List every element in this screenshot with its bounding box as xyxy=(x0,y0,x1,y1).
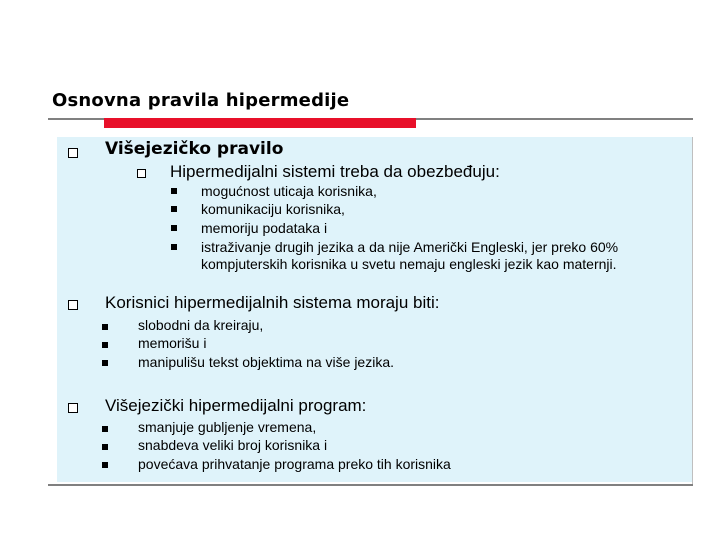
square-bullet-icon xyxy=(171,188,177,194)
hollow-square-bullet-icon xyxy=(68,300,78,310)
hollow-square-bullet-icon xyxy=(68,148,78,158)
subsection-heading: Hipermedijalni sistemi treba da obezbeđuju: xyxy=(170,162,500,181)
square-bullet-icon xyxy=(102,462,108,468)
list-item: smanjuje gubljenje vremena, xyxy=(138,419,317,435)
square-bullet-icon xyxy=(102,360,108,366)
title-accent-bar xyxy=(104,118,416,128)
square-bullet-icon xyxy=(171,244,177,250)
hollow-square-bullet-icon xyxy=(68,403,78,413)
square-bullet-icon xyxy=(171,206,177,212)
square-bullet-icon xyxy=(102,444,108,450)
section-heading-1: Višejezičko pravilo xyxy=(105,139,284,159)
list-item: snabdeva veliki broj korisnika i xyxy=(138,437,328,453)
square-bullet-icon xyxy=(171,225,177,231)
list-item: manipulišu tekst objektima na više jezika. xyxy=(138,354,395,370)
section-heading-2: Korisnici hipermedijalnih sistema moraju biti: xyxy=(105,293,440,312)
square-bullet-icon xyxy=(102,342,108,348)
slide-title: Osnovna pravila hipermedije xyxy=(52,90,350,111)
list-item: slobodni da kreiraju, xyxy=(138,317,264,333)
square-bullet-icon xyxy=(102,324,108,330)
list-item: povećava prihvatanje programa preko tih korisnika xyxy=(138,456,451,472)
bottom-rule xyxy=(48,484,693,486)
list-item: komunikaciju korisnika, xyxy=(201,201,345,217)
list-item: mogućnost uticaja korisnika, xyxy=(201,183,377,199)
right-border-line xyxy=(692,137,693,484)
section-heading-3: Višejezički hipermedijalni program: xyxy=(105,396,367,415)
list-item: memoriju podataka i xyxy=(201,220,328,236)
square-bullet-icon xyxy=(102,426,108,432)
list-item: memorišu i xyxy=(138,335,207,351)
hollow-square-bullet-icon xyxy=(137,169,146,178)
list-item-continuation: kompjuterskih korisnika u svetu nemaju engleski jezik kao maternji. xyxy=(201,256,617,272)
list-item: istraživanje drugih jezika a da nije Američki Engleski, jer preko 60% xyxy=(201,239,619,255)
